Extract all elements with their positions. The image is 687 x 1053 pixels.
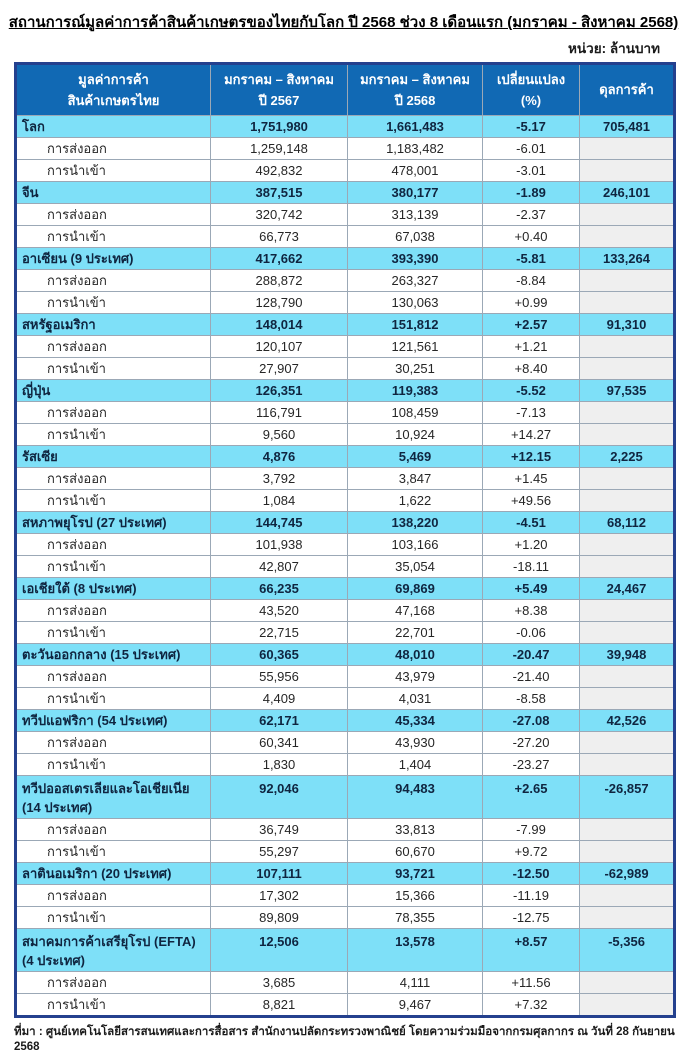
region-row xyxy=(16,644,675,666)
region-row xyxy=(16,929,675,972)
region-row xyxy=(16,314,675,336)
value-2568: 93,721 xyxy=(348,863,483,885)
row-label: ตะวันออกกลาง (15 ประเทศ) xyxy=(16,644,211,666)
value-2567: 148,014 xyxy=(211,314,348,336)
change-value: +5.49 xyxy=(483,578,580,600)
balance-value: 246,101 xyxy=(580,182,675,204)
change-value: -5.81 xyxy=(483,248,580,270)
change-value: +1.20 xyxy=(483,534,580,556)
change-value: +9.72 xyxy=(483,841,580,863)
value-2567: 4,409 xyxy=(211,688,348,710)
balance-value: -26,857 xyxy=(580,776,675,819)
value-2568: 10,924 xyxy=(348,424,483,446)
row-label: ลาตินอเมริกา (20 ประเทศ) xyxy=(16,863,211,885)
region-row xyxy=(16,863,675,885)
balance-value: -62,989 xyxy=(580,863,675,885)
change-value: +11.56 xyxy=(483,972,580,994)
balance-value: 705,481 xyxy=(580,116,675,138)
balance-value xyxy=(580,885,675,907)
sub-row xyxy=(16,424,675,446)
sub-row xyxy=(16,666,675,688)
balance-value: 42,526 xyxy=(580,710,675,732)
header-line: มกราคม – สิงหาคม xyxy=(224,71,334,87)
sub-row xyxy=(16,490,675,512)
value-2568: 4,031 xyxy=(348,688,483,710)
balance-value xyxy=(580,534,675,556)
value-2568: 478,001 xyxy=(348,160,483,182)
balance-value xyxy=(580,138,675,160)
row-label: การส่งออก xyxy=(16,270,211,292)
value-2567: 3,792 xyxy=(211,468,348,490)
table-header xyxy=(16,64,675,116)
row-label: การนำเข้า xyxy=(16,907,211,929)
header-line: ดุลการค้า xyxy=(599,82,654,98)
sub-row xyxy=(16,226,675,248)
value-2568: 119,383 xyxy=(348,380,483,402)
change-value: +0.99 xyxy=(483,292,580,314)
balance-value xyxy=(580,292,675,314)
sub-row xyxy=(16,841,675,863)
sub-row xyxy=(16,885,675,907)
sub-row xyxy=(16,336,675,358)
change-value: -8.58 xyxy=(483,688,580,710)
trade-table xyxy=(14,62,676,1018)
change-value: -7.13 xyxy=(483,402,580,424)
region-row xyxy=(16,512,675,534)
row-label: โลก xyxy=(16,116,211,138)
change-value: -20.47 xyxy=(483,644,580,666)
sub-row xyxy=(16,358,675,380)
value-2568: 5,469 xyxy=(348,446,483,468)
row-label: การนำเข้า xyxy=(16,292,211,314)
region-row xyxy=(16,710,675,732)
row-label: การส่งออก xyxy=(16,204,211,226)
sub-row xyxy=(16,204,675,226)
value-2567: 17,302 xyxy=(211,885,348,907)
row-label: การส่งออก xyxy=(16,819,211,841)
value-2568: 13,578 xyxy=(348,929,483,972)
change-value: +2.65 xyxy=(483,776,580,819)
change-value: -1.89 xyxy=(483,182,580,204)
balance-value xyxy=(580,358,675,380)
value-2568: 313,139 xyxy=(348,204,483,226)
value-2567: 89,809 xyxy=(211,907,348,929)
change-value: -8.84 xyxy=(483,270,580,292)
value-2567: 1,084 xyxy=(211,490,348,512)
balance-value xyxy=(580,468,675,490)
sub-row xyxy=(16,160,675,182)
value-2568: 103,166 xyxy=(348,534,483,556)
row-label: การนำเข้า xyxy=(16,226,211,248)
row-label: ทวีปแอฟริกา (54 ประเทศ) xyxy=(16,710,211,732)
row-label: การส่งออก xyxy=(16,534,211,556)
header-line: มูลค่าการค้า xyxy=(78,71,149,87)
header-line: เปลี่ยนแปลง xyxy=(496,71,566,87)
sub-row xyxy=(16,754,675,776)
value-2568: 9,467 xyxy=(348,994,483,1017)
value-2568: 67,038 xyxy=(348,226,483,248)
region-row xyxy=(16,182,675,204)
row-label: เอเชียใต้ (8 ประเทศ) xyxy=(16,578,211,600)
balance-value xyxy=(580,819,675,841)
source-note: ที่มา : ศูนย์เทคโนโลยีสารสนเทศและการสื่อสาร สำนักงานปลัดกระทรวงพาณิชย์ โดยความร่วมมือจากกรมศุลกากร ณ วันที่ 28 กันยายน 2568 xyxy=(14,1026,675,1053)
value-2567: 417,662 xyxy=(211,248,348,270)
change-value: -0.06 xyxy=(483,622,580,644)
value-2568: 30,251 xyxy=(348,358,483,380)
value-2567: 60,341 xyxy=(211,732,348,754)
change-value: -21.40 xyxy=(483,666,580,688)
balance-value xyxy=(580,754,675,776)
row-label: การนำเข้า xyxy=(16,358,211,380)
region-row xyxy=(16,248,675,270)
change-value: +1.21 xyxy=(483,336,580,358)
row-label: สหภาพยุโรป (27 ประเทศ) xyxy=(16,512,211,534)
row-label: การส่งออก xyxy=(16,336,211,358)
value-2568: 69,869 xyxy=(348,578,483,600)
header-line: มกราคม – สิงหาคม xyxy=(360,71,470,87)
region-row xyxy=(16,776,675,819)
balance-value: 91,310 xyxy=(580,314,675,336)
sub-row xyxy=(16,819,675,841)
balance-value xyxy=(580,270,675,292)
row-label: จีน xyxy=(16,182,211,204)
value-2568: 60,670 xyxy=(348,841,483,863)
value-2567: 116,791 xyxy=(211,402,348,424)
row-label: สมาคมการค้าเสรียุโรป (EFTA) (4 ประเทศ) xyxy=(16,929,211,972)
row-label: สหรัฐอเมริกา xyxy=(16,314,211,336)
change-value: -27.08 xyxy=(483,710,580,732)
value-2568: 1,622 xyxy=(348,490,483,512)
value-2568: 4,111 xyxy=(348,972,483,994)
balance-value xyxy=(580,994,675,1017)
table-body xyxy=(16,116,675,1017)
page-title: สถานการณ์มูลค่าการค้าสินค้าเกษตรของไทยกับโลก ปี 2568 ช่วง 8 เดือนแรก (มกราคม - สิงหาคม 2568) xyxy=(8,14,679,31)
value-2568: 43,979 xyxy=(348,666,483,688)
balance-value xyxy=(580,204,675,226)
sub-row xyxy=(16,688,675,710)
row-label: การนำเข้า xyxy=(16,994,211,1017)
balance-value xyxy=(580,226,675,248)
value-2567: 12,506 xyxy=(211,929,348,972)
change-value: +8.40 xyxy=(483,358,580,380)
header-cell-year-2568 xyxy=(348,64,483,116)
balance-value: 133,264 xyxy=(580,248,675,270)
row-label: การส่งออก xyxy=(16,666,211,688)
row-label: การส่งออก xyxy=(16,138,211,160)
row-label: การส่งออก xyxy=(16,468,211,490)
value-2567: 27,907 xyxy=(211,358,348,380)
change-value: -4.51 xyxy=(483,512,580,534)
value-2568: 3,847 xyxy=(348,468,483,490)
change-value: -3.01 xyxy=(483,160,580,182)
value-2568: 130,063 xyxy=(348,292,483,314)
sub-row xyxy=(16,994,675,1017)
row-label: รัสเซีย xyxy=(16,446,211,468)
change-value: +49.56 xyxy=(483,490,580,512)
change-value: +0.40 xyxy=(483,226,580,248)
value-2567: 55,297 xyxy=(211,841,348,863)
balance-value xyxy=(580,424,675,446)
value-2568: 48,010 xyxy=(348,644,483,666)
change-value: -11.19 xyxy=(483,885,580,907)
balance-value xyxy=(580,600,675,622)
change-value: +1.45 xyxy=(483,468,580,490)
value-2568: 45,334 xyxy=(348,710,483,732)
change-value: -6.01 xyxy=(483,138,580,160)
value-2568: 151,812 xyxy=(348,314,483,336)
balance-value xyxy=(580,556,675,578)
header-line: ปี 2568 xyxy=(394,93,436,108)
value-2567: 8,821 xyxy=(211,994,348,1017)
row-label: การนำเข้า xyxy=(16,556,211,578)
change-value: -5.52 xyxy=(483,380,580,402)
value-2567: 144,745 xyxy=(211,512,348,534)
balance-value xyxy=(580,402,675,424)
header-line: ปี 2567 xyxy=(258,93,300,108)
value-2568: 1,183,482 xyxy=(348,138,483,160)
sub-row xyxy=(16,534,675,556)
change-value: +7.32 xyxy=(483,994,580,1017)
sub-row xyxy=(16,292,675,314)
balance-value xyxy=(580,336,675,358)
change-value: -27.20 xyxy=(483,732,580,754)
row-label: การส่งออก xyxy=(16,885,211,907)
row-label: การนำเข้า xyxy=(16,490,211,512)
change-value: -12.75 xyxy=(483,907,580,929)
sub-row xyxy=(16,732,675,754)
sub-row xyxy=(16,556,675,578)
change-value: -18.11 xyxy=(483,556,580,578)
sub-row xyxy=(16,402,675,424)
balance-value xyxy=(580,490,675,512)
header-cell-change-percent xyxy=(483,64,580,116)
row-label: การส่งออก xyxy=(16,402,211,424)
value-2567: 62,171 xyxy=(211,710,348,732)
balance-value: 24,467 xyxy=(580,578,675,600)
value-2568: 35,054 xyxy=(348,556,483,578)
row-label: การนำเข้า xyxy=(16,754,211,776)
change-value: +2.57 xyxy=(483,314,580,336)
balance-value: 68,112 xyxy=(580,512,675,534)
change-value: +8.57 xyxy=(483,929,580,972)
value-2568: 1,404 xyxy=(348,754,483,776)
balance-value xyxy=(580,841,675,863)
sub-row xyxy=(16,138,675,160)
header-line: (%) xyxy=(520,93,542,108)
row-label: การนำเข้า xyxy=(16,622,211,644)
header-cell-trade-value xyxy=(16,64,211,116)
value-2567: 42,807 xyxy=(211,556,348,578)
change-value: +14.27 xyxy=(483,424,580,446)
value-2568: 22,701 xyxy=(348,622,483,644)
value-2567: 43,520 xyxy=(211,600,348,622)
balance-value xyxy=(580,688,675,710)
balance-value xyxy=(580,907,675,929)
change-value: +8.38 xyxy=(483,600,580,622)
change-value: -2.37 xyxy=(483,204,580,226)
value-2567: 387,515 xyxy=(211,182,348,204)
balance-value xyxy=(580,622,675,644)
value-2568: 108,459 xyxy=(348,402,483,424)
value-2568: 47,168 xyxy=(348,600,483,622)
header-row xyxy=(16,64,675,116)
balance-value: 2,225 xyxy=(580,446,675,468)
value-2568: 121,561 xyxy=(348,336,483,358)
value-2567: 3,685 xyxy=(211,972,348,994)
change-value: -7.99 xyxy=(483,819,580,841)
sub-row xyxy=(16,600,675,622)
balance-value xyxy=(580,160,675,182)
row-label: การนำเข้า xyxy=(16,688,211,710)
sub-row xyxy=(16,468,675,490)
row-label: การนำเข้า xyxy=(16,841,211,863)
sub-row xyxy=(16,907,675,929)
row-label: การนำเข้า xyxy=(16,160,211,182)
value-2568: 15,366 xyxy=(348,885,483,907)
value-2567: 9,560 xyxy=(211,424,348,446)
sub-row xyxy=(16,270,675,292)
value-2567: 4,876 xyxy=(211,446,348,468)
balance-value xyxy=(580,732,675,754)
value-2567: 101,938 xyxy=(211,534,348,556)
value-2567: 1,751,980 xyxy=(211,116,348,138)
change-value: -5.17 xyxy=(483,116,580,138)
change-value: -12.50 xyxy=(483,863,580,885)
row-label: การส่งออก xyxy=(16,732,211,754)
change-value: -23.27 xyxy=(483,754,580,776)
unit-label: หน่วย: ล้านบาท xyxy=(568,41,660,56)
value-2568: 33,813 xyxy=(348,819,483,841)
sub-row xyxy=(16,972,675,994)
value-2567: 120,107 xyxy=(211,336,348,358)
balance-value: -5,356 xyxy=(580,929,675,972)
change-value: +12.15 xyxy=(483,446,580,468)
value-2567: 1,259,148 xyxy=(211,138,348,160)
value-2567: 60,365 xyxy=(211,644,348,666)
row-label: ทวีปออสเตรเลียและโอเชียเนีย (14 ประเทศ) xyxy=(16,776,211,819)
value-2567: 107,111 xyxy=(211,863,348,885)
sub-row xyxy=(16,622,675,644)
value-2568: 1,661,483 xyxy=(348,116,483,138)
row-label: การส่งออก xyxy=(16,600,211,622)
value-2568: 380,177 xyxy=(348,182,483,204)
header-cell-year-2567 xyxy=(211,64,348,116)
value-2567: 128,790 xyxy=(211,292,348,314)
value-2567: 22,715 xyxy=(211,622,348,644)
value-2567: 55,956 xyxy=(211,666,348,688)
row-label: การส่งออก xyxy=(16,972,211,994)
value-2567: 492,832 xyxy=(211,160,348,182)
header-line: สินค้าเกษตรไทย xyxy=(67,93,160,108)
value-2567: 92,046 xyxy=(211,776,348,819)
row-label: การนำเข้า xyxy=(16,424,211,446)
row-label: อาเซียน (9 ประเทศ) xyxy=(16,248,211,270)
header-cell-trade-balance xyxy=(580,64,675,116)
balance-value xyxy=(580,972,675,994)
value-2568: 393,390 xyxy=(348,248,483,270)
value-2567: 66,235 xyxy=(211,578,348,600)
value-2567: 320,742 xyxy=(211,204,348,226)
region-row xyxy=(16,446,675,468)
balance-value xyxy=(580,666,675,688)
value-2568: 138,220 xyxy=(348,512,483,534)
value-2567: 1,830 xyxy=(211,754,348,776)
balance-value: 97,535 xyxy=(580,380,675,402)
region-row xyxy=(16,380,675,402)
balance-value: 39,948 xyxy=(580,644,675,666)
value-2567: 126,351 xyxy=(211,380,348,402)
region-row xyxy=(16,578,675,600)
value-2568: 94,483 xyxy=(348,776,483,819)
value-2567: 36,749 xyxy=(211,819,348,841)
value-2568: 43,930 xyxy=(348,732,483,754)
region-row xyxy=(16,116,675,138)
value-2568: 263,327 xyxy=(348,270,483,292)
value-2567: 66,773 xyxy=(211,226,348,248)
value-2567: 288,872 xyxy=(211,270,348,292)
row-label: ญี่ปุ่น xyxy=(16,380,211,402)
value-2568: 78,355 xyxy=(348,907,483,929)
